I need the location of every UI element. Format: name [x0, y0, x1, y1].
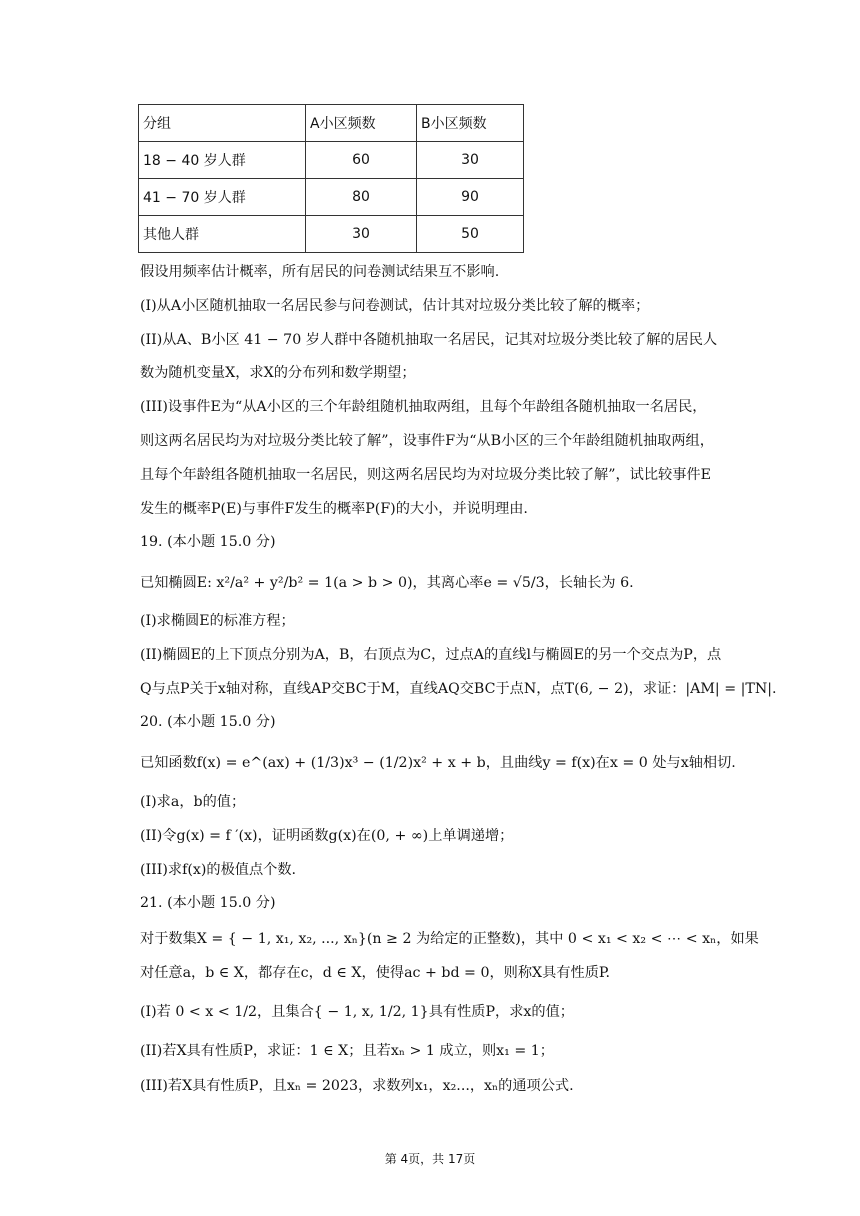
table-row — [139, 216, 524, 253]
text-line: (I)从A小区随机抽取一名居民参与问卷测试，估计其对垃圾分类比较了解的概率； — [140, 298, 650, 314]
table-cell: 18 − 40 岁人群 — [139, 142, 306, 179]
text-line: (I)若 0 < x < 1/2，且集合{ − 1, x, 1/2, 1}具有性质P，求x的值； — [140, 1004, 574, 1020]
text-line: (III)若X具有性质P，且xₙ = 2023，求数列x₁，x₂...，xₙ的通项公式. — [140, 1078, 574, 1094]
question-heading: 19. (本小题 15.0 分) — [140, 534, 276, 550]
text-line: (III)求f(x)的极值点个数. — [140, 862, 297, 878]
table-cell: 60 — [306, 142, 417, 179]
table-cell: 其他人群 — [139, 216, 306, 253]
question-heading: 20. (本小题 15.0 分) — [140, 714, 276, 730]
text-line: (I)求椭圆E的标准方程； — [140, 613, 295, 629]
table-row — [139, 179, 524, 216]
text-line: 则这两名居民均为对垃圾分类比较了解”，设事件F为“从B小区的三个年龄组随机抽取两组， — [140, 433, 714, 449]
table-header-cell: A小区频数 — [306, 105, 417, 142]
page-footer: 第 4页，共 17页 — [384, 1152, 476, 1166]
text-line: (II)若X具有性质P，求证：1 ∈ X；且若xₙ > 1 成立，则x₁ = 1； — [140, 1043, 554, 1059]
text-line: (II)椭圆E的上下顶点分别为A，B，右顶点为C，过点A的直线l与椭圆E的另一个交点为P，点 — [140, 647, 722, 663]
text-line: (II)令g(x) = f ′(x)，证明函数g(x)在(0, + ∞)上单调递增； — [140, 828, 514, 844]
text-line: 对于数集X = { − 1, x₁, x₂, ..., xₙ}(n ≥ 2 为给定的正整数)，其中 0 < x₁ < x₂ < ⋯ < xₙ，如果 — [140, 931, 759, 947]
text-line: Q与点P关于x轴对称，直线AP交BC于M，直线AQ交BC于点N，点T(6, − 2)，求证：|AM| = |TN|. — [140, 681, 777, 697]
text-line: 已知函数f(x) = e^(ax) + (1/3)x³ − (1/2)x² + x + b，且曲线y = f(x)在x = 0 处与x轴相切. — [140, 755, 736, 771]
text-line: 对任意a，b ∈ X，都存在c，d ∈ X，使得ac + bd = 0，则称X具有性质P. — [140, 965, 611, 981]
text-line: 发生的概率P(E)与事件F发生的概率P(F)的大小，并说明理由. — [140, 501, 528, 517]
table-cell: 30 — [417, 142, 524, 179]
table-header-cell: B小区频数 — [417, 105, 524, 142]
table-row — [139, 142, 524, 179]
text-line: (II)从A、B小区 41 − 70 岁人群中各随机抽取一名居民，记其对垃圾分类比较了解的居民人 — [140, 332, 718, 348]
table-cell: 41 − 70 岁人群 — [139, 179, 306, 216]
table-cell: 80 — [306, 179, 417, 216]
text-line: 且每个年龄组各随机抽取一名居民，则这两名居民均为对垃圾分类比较了解”，试比较事件E — [140, 467, 711, 483]
frequency-table — [138, 104, 524, 253]
question-heading: 21. (本小题 15.0 分) — [140, 895, 276, 911]
text-line: 已知椭圆E: x²/a² + y²/b² = 1(a > b > 0)，其离心率e = √5/3，长轴长为 6. — [140, 575, 634, 591]
text-line: 数为随机变量X，求X的分布列和数学期望； — [140, 365, 416, 381]
text-line: (III)设事件E为“从A小区的三个年龄组随机抽取两组，且每个年龄组各随机抽取一名居民， — [140, 399, 707, 415]
table-cell: 90 — [417, 179, 524, 216]
text-line: (I)求a，b的值； — [140, 794, 246, 810]
table-header-row — [139, 105, 524, 142]
text-line: 假设用频率估计概率，所有居民的问卷测试结果互不影响. — [140, 264, 500, 280]
table-header-cell: 分组 — [139, 105, 306, 142]
table-cell: 50 — [417, 216, 524, 253]
table-cell: 30 — [306, 216, 417, 253]
